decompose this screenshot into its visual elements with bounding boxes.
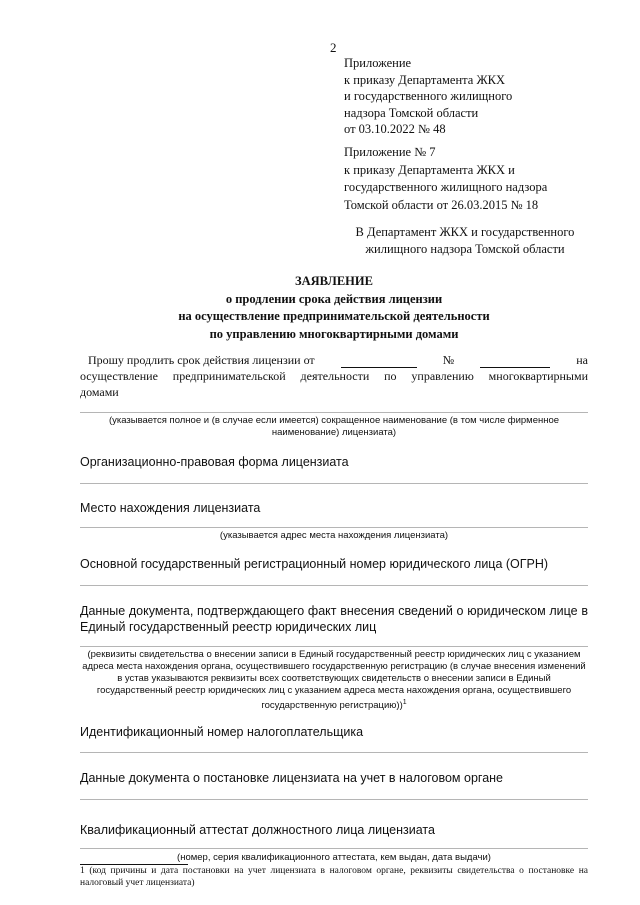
footnote-text: (код причины и дата постановки на учет лицензиата в налоговом органе, реквизиты свидетельства о постановке на налоговый учет лицензиата): [80, 866, 588, 888]
inn-line[interactable]: [80, 752, 588, 753]
date-blank-field[interactable]: [341, 356, 417, 368]
egrul-caption-text: (реквизиты свидетельства о внесении записи в Единый государственный реестр юридических лиц с указанием адреса места нахождения органа, осуществившего государственную регистрацию (в случае внесения изменений в устав указываются реквизиты всех соответствующих свидетельств о внесении записи в Единый государственный реестр юридических лиц с указанием адреса места нахождения органа, осуществившего государственную регистрацию)): [82, 649, 586, 712]
location-line[interactable]: [80, 527, 588, 528]
request-text-part1: Прошу продлить срок действия лицензии от: [88, 353, 315, 367]
appendix7-header: [344, 144, 594, 214]
appendix-header-line: к приказу Департамента ЖКХ: [344, 72, 506, 87]
tax-registration-label: Данные документа о постановке лицензиата на учет в налоговом органе: [80, 771, 503, 785]
egrul-label-line-1: Данные документа, подтверждающего факт внесения сведений о юридическом лице в: [80, 604, 588, 618]
request-number-sign: №: [442, 353, 455, 367]
request-line-2: осуществление предпринимательской деятельности по управлению многоквартирными: [80, 369, 588, 383]
ogrn-label: Основной государственный регистрационный номер юридического лица (ОГРН): [80, 557, 549, 571]
title-main: ЗАЯВЛЕНИЕ: [295, 274, 373, 288]
egrul-label-line-2: Единый государственный реестр юридических лиц: [80, 620, 377, 634]
footnote-mark: 1: [80, 866, 85, 876]
title-line: на осуществление предпринимательской деятельности: [178, 309, 490, 323]
certificate-line[interactable]: [80, 848, 588, 849]
request-line-3: домами: [80, 385, 119, 399]
tax-registration-line[interactable]: [80, 799, 588, 800]
appendix-header: [344, 55, 584, 138]
footnote: [80, 866, 588, 889]
certificate-label: Квалификационный аттестат должностного лица лицензиата: [80, 823, 435, 837]
addressee-line: жилищного надзора Томской области: [365, 242, 565, 256]
egrul-line[interactable]: [80, 646, 588, 647]
appendix-header-line: от 03.10.2022 № 48: [344, 122, 446, 136]
request-paragraph: [80, 352, 588, 400]
inn-label: Идентификационный номер налогоплательщика: [80, 725, 364, 739]
page-number: 2: [330, 40, 337, 55]
org-form-line[interactable]: [80, 483, 588, 484]
appendix-header-line: надзора Томской области: [344, 105, 479, 120]
appendix7-header-line: Томской области от 26.03.2015 № 18: [344, 197, 539, 212]
egrul-caption: [82, 649, 586, 712]
appendix7-header-line: к приказу Департамента ЖКХ и: [344, 162, 515, 177]
org-form-label: Организационно-правовая форма лицензиата: [80, 455, 349, 469]
licensee-name-caption: (указывается полное и (в случае если имеется) сокращенное наименование (в том числе фирменное наименование) лицензиата): [108, 415, 560, 438]
licensee-name-line[interactable]: [80, 412, 588, 413]
document-title: [80, 273, 588, 343]
appendix7-header-line: государственного жилищного надзора: [344, 180, 548, 194]
location-label: Место нахождения лицензиата: [80, 501, 261, 515]
appendix-header-line: Приложение: [344, 56, 412, 70]
title-line: о продлении срока действия лицензии: [225, 291, 443, 306]
appendix7-header-line: Приложение № 7: [344, 145, 436, 159]
egrul-label: [80, 603, 588, 635]
location-caption: (указывается адрес места нахождения лицензиата): [219, 530, 449, 541]
egrul-footnote-mark: 1: [402, 699, 407, 706]
addressee-line: В Департамент ЖКХ и государственного: [355, 225, 575, 239]
addressee: [330, 224, 600, 258]
title-line: по управлению многоквартирными домами: [209, 326, 459, 341]
appendix-header-line: и государственного жилищного: [344, 89, 513, 103]
certificate-caption: (номер, серия квалификационного аттестата, кем выдан, дата выдачи): [177, 852, 491, 863]
request-text-part2: на: [576, 353, 588, 367]
ogrn-line[interactable]: [80, 585, 588, 586]
footnote-separator: [80, 864, 188, 865]
number-blank-field[interactable]: [480, 356, 550, 368]
